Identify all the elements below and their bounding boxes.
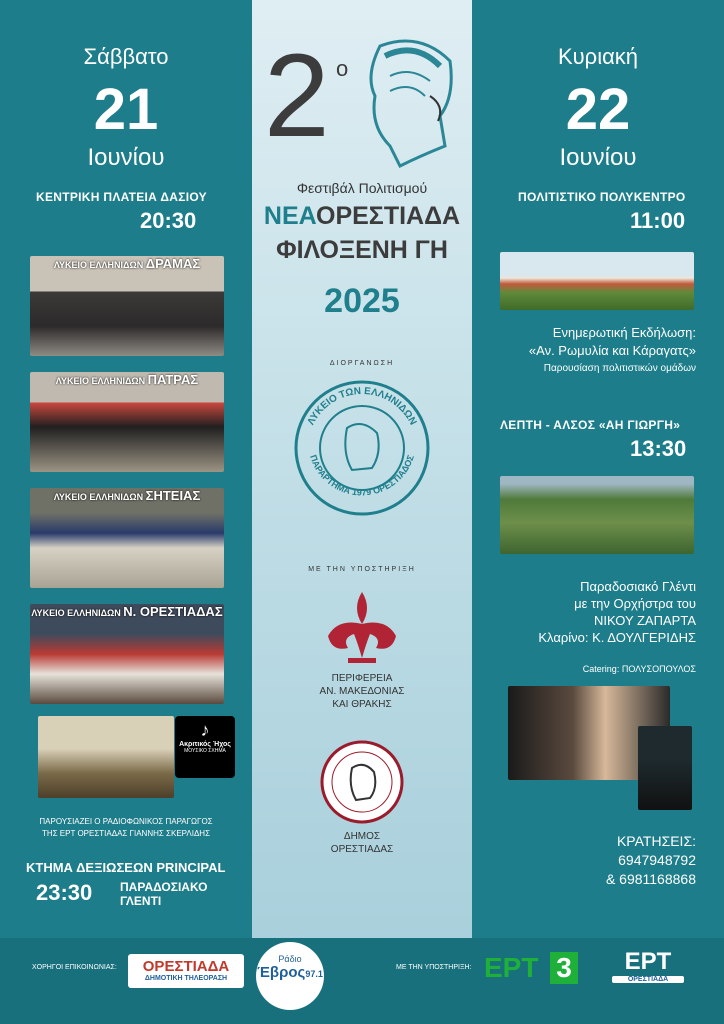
saturday-time: 20:30 bbox=[140, 208, 197, 233]
organizer-caption: ΔΙΟΡΓΑΝΩΣΗ bbox=[329, 360, 395, 367]
evening-venue: ΚΤΗΜΑ ΔΕΞΙΩΣΕΩΝ PRINCIPAL bbox=[26, 860, 226, 875]
booking-info: ΚΡΑΤΗΣΕΙΣ: 6947948792 & 6981168868 bbox=[605, 833, 696, 887]
edition-superscript: ο bbox=[336, 56, 349, 81]
municipality-seal-icon bbox=[320, 740, 404, 824]
festival-name: ΝΕΑΟΡΕΣΤΙΑΔΑ bbox=[263, 202, 461, 230]
saturday-day-number: 21 bbox=[93, 77, 159, 142]
support-label: ΜΕ ΤΗΝ ΥΠΟΣΤΗΡΙΞΗ: bbox=[396, 964, 472, 971]
group-photo-patra: ΛΥΚΕΙΟ ΕΛΛΗΝΙΔΩΝ ΠΑΤΡΑΣ bbox=[30, 372, 224, 472]
radio-evros-logo: Ράδιο Έβρος97.1 bbox=[256, 942, 324, 1010]
akritikos-ichos-logo: ♪ Ακριτικός Ήχος ΜΟΥΣΙΚΟ ΣΧΗΜΑ bbox=[175, 716, 235, 778]
group-photo-siteia: ΛΥΚΕΙΟ ΕΛΛΗΝΙΔΩΝ ΣΗΤΕΙΑΣ bbox=[30, 488, 224, 588]
support-caption: ΜΕ ΤΗΝ ΥΠΟΣΤΗΡΙΞΗ bbox=[308, 566, 416, 573]
festival-subtitle: ΦΙΛΟΞΕΝΗ ΓΗ bbox=[276, 236, 448, 264]
lykeio-seal-icon bbox=[292, 378, 432, 518]
music-note-icon: ♪ bbox=[200, 720, 210, 740]
saturday-day-name: Σάββατο bbox=[83, 44, 169, 69]
festival-label: Φεστιβάλ Πολιτισμού bbox=[296, 180, 428, 196]
sunday-venue-1: ΠΟΛΙΤΙΣΤΙΚΟ ΠΟΛΥΚΕΝΤΡΟ bbox=[518, 190, 686, 204]
ert3-logo: ΕΡΤ 3 bbox=[484, 952, 578, 984]
sunday-time-2: 13:30 bbox=[630, 436, 687, 461]
presenter-text: ΠΑΡΟΥΣΙΑΖΕΙ Ο ΡΑΔΙΟΦΩΝΙΚΟΣ ΠΑΡΑΓΩΓΟΣ ΤΗΣ ΕΡΤ ΟΡΕΣΤΙΑΔΑΣ ΓΙΑΝΝΗΣ ΣΚΕΡΛΙΔΗΣ bbox=[39, 817, 213, 838]
saturday-venue: ΚΕΝΤΡΙΚΗ ΠΛΑΤΕΙΑ ΔΑΣΙΟΥ bbox=[36, 190, 207, 204]
region-emblem-icon bbox=[318, 588, 406, 668]
cultural-center-photo bbox=[500, 252, 694, 310]
title-column bbox=[252, 0, 472, 938]
warrior-head-icon bbox=[360, 36, 460, 174]
orestiada-tv-logo: ΟΡΕΣΤΙΑΔΑ ΔΗΜΟΤΙΚΗ ΤΗΛΕΟΡΑΣΗ bbox=[128, 954, 244, 988]
ert-orestiada-logo: ΕΡΤ ΟΡΕΣΤΙΑΔΑ bbox=[612, 948, 684, 983]
saturday-column bbox=[0, 0, 252, 938]
group-photo-orestiada: ΛΥΚΕΙΟ ΕΛΛΗΝΙΔΩΝ Ν. ΟΡΕΣΤΙΑΔΑΣ bbox=[30, 604, 224, 704]
svg-text:ΠΑΡΑΡΤΗΜΑ 1979 ΟΡΕΣΤΙΑΔΟΣ: ΠΑΡΑΡΤΗΜΑ 1979 ΟΡΕΣΤΙΑΔΟΣ bbox=[308, 453, 416, 498]
radio-name: Έβρος97.1 bbox=[257, 964, 323, 981]
traditional-party: Παραδοσιακό Γλέντι με την Ορχήστρα του ΝΙΚΟΥ ΖΑΠΑΡΤΑ Κλαρίνο: Κ. ΔΟΥΛΓΕΡΙΔΗΣ bbox=[538, 579, 696, 645]
municipality-name: ΔΗΜΟΣ ΟΡΕΣΤΙΑΔΑΣ bbox=[330, 831, 394, 855]
festival-year: 2025 bbox=[324, 282, 400, 320]
sunday-day-name: Κυριακή bbox=[557, 44, 639, 69]
svg-text:ΛΥΚΕΙΟ ΤΩΝ ΕΛΛΗΝΙΔΩΝ: ΛΥΚΕΙΟ ΤΩΝ ΕΛΛΗΝΙΔΩΝ bbox=[305, 385, 419, 428]
info-event: Ενημερωτική Εκδήλωση: «Αν. Ρωμυλία και Κάραγατς» Παρουσίαση πολιτιστικών ομάδων bbox=[528, 325, 696, 374]
sunday-venue-2: ΛΕΠΤΗ - ΑΛΣΟΣ «ΑΗ ΓΙΩΡΓΗ» bbox=[500, 418, 681, 432]
evening-event: ΠΑΡΑΔΟΣΙΑΚΟ ΓΛΕΝΤΙ bbox=[120, 880, 208, 908]
sunday-month: Ιουνίου bbox=[559, 144, 637, 171]
edition-number: 2 bbox=[264, 30, 330, 162]
catering-text: Catering: ΠΟΛΥΣΟΠΟΥΛΟΣ bbox=[582, 664, 696, 674]
sunday-time-1: 11:00 bbox=[630, 208, 686, 233]
evening-time: 23:30 bbox=[36, 880, 93, 905]
group-photo-drama: ΛΥΚΕΙΟ ΕΛΛΗΝΙΔΩΝ ΔΡΑΜΑΣ bbox=[30, 256, 224, 356]
sunday-day-number: 22 bbox=[565, 77, 631, 142]
sponsors-footer bbox=[0, 938, 724, 1024]
alsos-photo bbox=[500, 476, 694, 554]
sponsors-label: ΧΟΡΗΓΟΙ ΕΠΙΚΟΙΝΩΝΙΑΣ: bbox=[32, 964, 117, 971]
clarinet-player-photo bbox=[638, 726, 692, 810]
sunday-column bbox=[472, 0, 724, 938]
saturday-month: Ιουνίου bbox=[87, 144, 165, 171]
music-group-photo bbox=[38, 716, 174, 798]
region-name: ΠΕΡΙΦΕΡΕΙΑ ΑΝ. ΜΑΚΕΔΟΝΙΑΣ ΚΑΙ ΘΡΑΚΗΣ bbox=[319, 673, 405, 710]
